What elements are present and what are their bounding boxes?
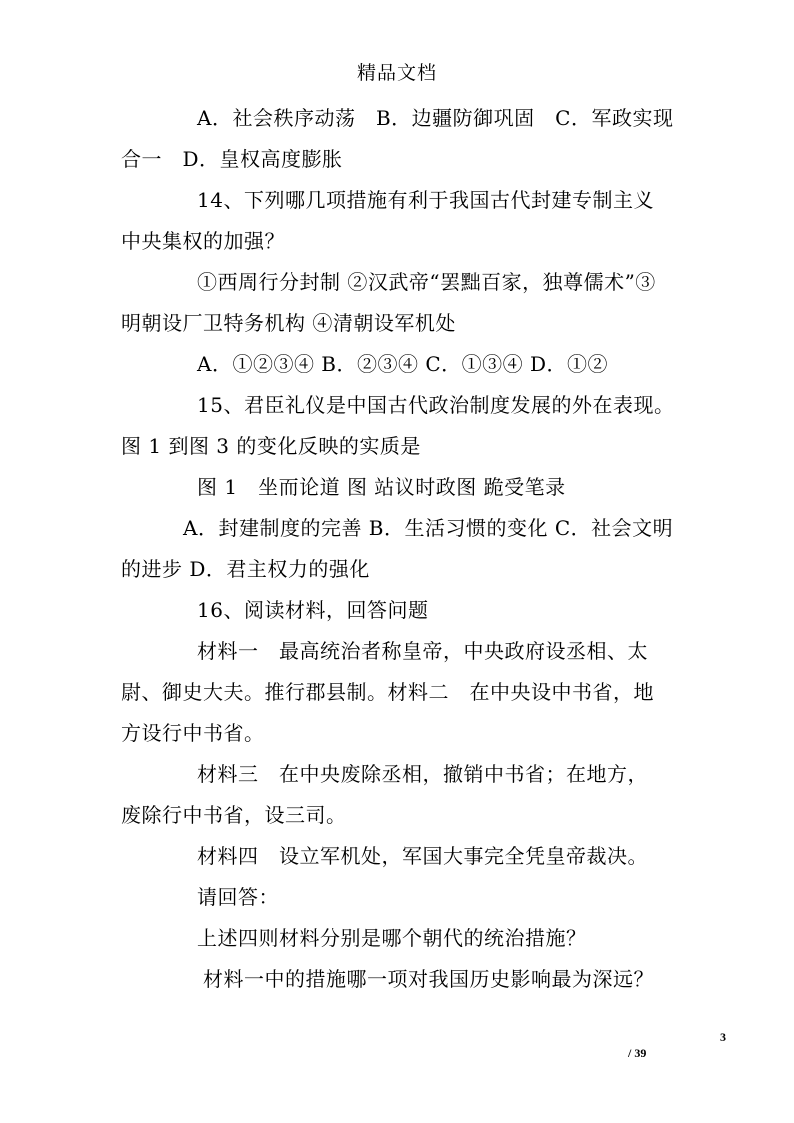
text-line: ①西周行分封制 ②汉武帝“罢黜百家，独尊儒术”③ <box>197 270 656 294</box>
material-3-text: 材料三 在中央废除丞相，撤销中书省；在地方， <box>197 762 648 786</box>
prompt-text: 请回答： <box>197 885 279 909</box>
text-line: 明朝设厂卫特务机构 ④清朝设军机处 <box>121 311 456 335</box>
text-line: 尉、御史大夫。推行郡县制。材料二 在中央设中书省，地 <box>121 680 654 704</box>
text-line: 合一 D．皇权高度膨胀 <box>121 147 343 171</box>
material-1-text: 材料一 最高统治者称皇帝，中央政府设丞相、太 <box>197 639 648 663</box>
figure-caption-line: 图 1 坐而论道 图 站议时政图 跪受笔录 <box>197 475 566 499</box>
question-16-text: 16、阅读材料，回答问题 <box>197 598 429 622</box>
question-15-text: 15、君臣礼仪是中国古代政治制度发展的外在表现。 <box>197 393 675 417</box>
document-body <box>121 98 701 1000</box>
text-line: 中央集权的加强？ <box>121 229 285 253</box>
sub-question-2-text: 材料一中的措施哪一项对我国历史影响最为深远？ <box>203 967 654 991</box>
text-line: 的进步 D．君主权力的强化 <box>121 557 370 581</box>
document-header-title: 精品文档 <box>356 62 437 84</box>
page-number: 3 <box>720 1030 726 1044</box>
text-line: 图 1 到图 3 的变化反映的实质是 <box>121 434 421 458</box>
text-line: A．社会秩序动荡 B．边疆防御巩固 C．军政实现 <box>197 106 674 130</box>
sub-question-1-text: 上述四则材料分别是哪个朝代的统治措施？ <box>197 926 587 950</box>
material-4-text: 材料四 设立军机处，军国大事完全凭皇帝裁决。 <box>197 844 648 868</box>
page-total: / 39 <box>628 1046 647 1060</box>
question-14-text: 14、下列哪几项措施有利于我国古代封建专制主义 <box>197 188 654 212</box>
text-line: 方设行中书省。 <box>121 721 265 745</box>
answer-options-line: A．①②③④ B．②③④ C．①③④ D．①② <box>197 352 609 376</box>
text-line: 废除行中书省，设三司。 <box>121 803 347 827</box>
answer-options-line: A．封建制度的完善 B．生活习惯的变化 C．社会文明 <box>183 516 674 540</box>
